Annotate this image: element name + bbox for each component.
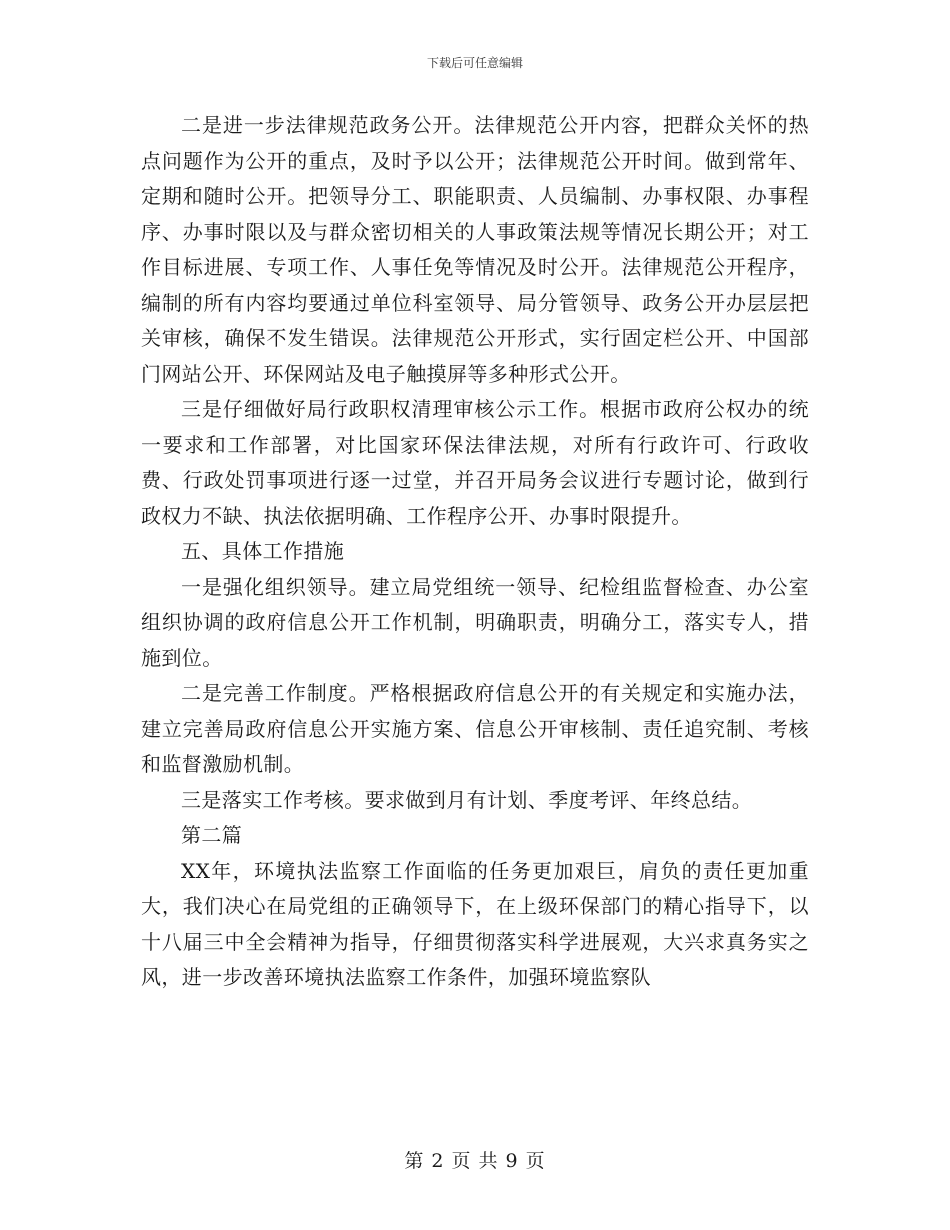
paragraph-power-review: 三是仔细做好局行政职权清理审核公示工作。根据市政府公权办的统一要求和工作部署，对比国家环保法律法规，对所有行政许可、行政收费、行政处罚事项进行逐一过堂，并召开局务会议进行专题讨论，做到行政权力不缺、执法依据明确、工作程序公开、办事时限提升。 [141,397,809,528]
paragraph-leadership: 一是强化组织领导。建立局党组统一领导、纪检组监督检查、办公室组织协调的政府信息公开工作机制，明确职责，明确分工，落实专人，措施到位。 [141,574,809,670]
section-heading-measures: 五、具体工作措施 [181,539,345,563]
paragraph-open-government: 二是进一步法律规范政务公开。法律规范公开内容，把群众关怀的热点问题作为公开的重点，及时予以公开；法律规范公开时间。做到常年、定期和随时公开。把领导分工、职能职责、人员编制、办事权限、办事程序、办事时限以及与群众密切相关的人事政策法规等情况长期公开；对工作目标进展、专项工作、人事任免等情况及时公开。法律规范公开程序，编制的所有内容均要通过单位科室领导、局分管领导、政务公开办层层把关审核，确保不发生错误。法律规范公开形式，实行固定栏公开、中国部门网站公开、环保网站及电子触摸屏等多种形式公开。 [141,113,809,386]
paragraph-enforcement: XX年，环境执法监察工作面临的任务更加艰巨，肩负的责任更加重大，我们决心在局党组的正确领导下，在上级环保部门的精心指导下，以十八届三中全会精神为指导，仔细贯彻落实科学进展观，大兴求真务实之风，进一步改善环境执法监察工作条件，加强环境监察队 [141,858,809,989]
section-heading-part-two: 第二篇 [181,823,243,847]
page-number-footer: 第 2 页 共 9 页 [404,1150,546,1172]
paragraph-assessment: 三是落实工作考核。要求做到月有计划、季度考评、年终总结。 [181,787,753,812]
page-header: 下载后可任意编辑 [426,56,523,70]
document-body [141,108,809,996]
paragraph-system: 二是完善工作制度。严格根据政府信息公开的有关规定和实施办法，建立完善局政府信息公开实施方案、信息公开审核制、责任追究制、考核和监督激励机制。 [141,681,809,776]
